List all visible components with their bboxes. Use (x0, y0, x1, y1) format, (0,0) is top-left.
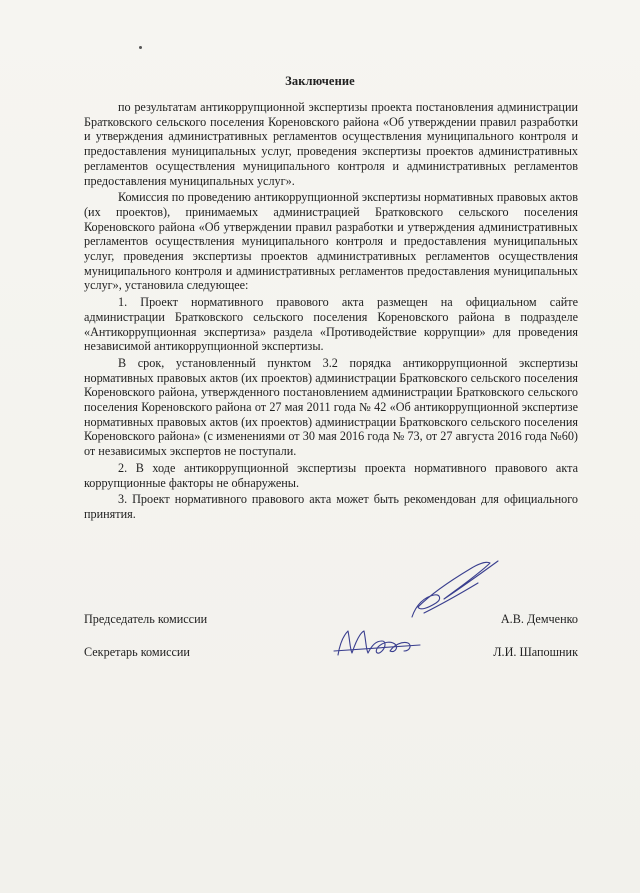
chairman-role: Председатель комиссии (84, 612, 208, 626)
paragraph-item-2: 2. В ходе антикоррупционной экспертизы проекта нормативного правового акта коррупционные факторы не обнаружены. (84, 460, 578, 490)
paragraph-commission: Комиссия по проведению антикоррупционной экспертизы нормативных правовых актов (их проектов), принимаемых администрацией Братковского сельского поселения Кореновского района «Об утверждении правил разработки и утверждения административных регламентов осуществления муниципального контроля и предоставления муниципальных услуг, проведения экспертизы проектов административных регламентов осуществления муниципального контроля и административных регламентов предоставления муниципальных услуг», установила следующее: (84, 190, 578, 293)
document-body (84, 100, 578, 524)
paragraph-item-1: 1. Проект нормативного правового акта размещен на официальном сайте администрации Братковского сельского поселения Кореновского района в подразделе «Антикоррупционная экспертиза» раздела «Противодействие коррупции» для проведения независимой антикоррупционной экспертизы. (84, 295, 578, 354)
chairman-name: А.В. Демченко (500, 612, 578, 626)
handwritten-signatures (320, 555, 520, 675)
paragraph-deadline: В срок, установленный пунктом 3.2 порядка антикоррупционной экспертизы нормативных правовых актов (их проектов) администрации Братковского сельского поселения Кореновского района, утвержденного постановлением администрации Братковского сельского поселения Кореновского района от 27 мая 2011 года № 42 «Об антикоррупционной экспертизе нормативных правовых актов (их проектов) администрации Братковского сельского поселения Кореновского района» (с изменениями от 30 мая 2016 года № 73, от 27 августа 2016 года №60) от независимых экспертов не поступали. (84, 355, 578, 459)
secretary-name: Л.И. Шапошник (493, 645, 578, 659)
scan-speck (139, 46, 142, 49)
secretary-role: Секретарь комиссии (84, 645, 190, 659)
paragraph-item-3: 3. Проект нормативного правового акта может быть рекомендован для официального принятия. (84, 492, 578, 521)
document-title: Заключение (285, 74, 355, 88)
paragraph-intro: по результатам антикоррупционной экспертизы проекта постановления администрации Братковского сельского поселения Кореновского района «Об утверждении правил разработки и утверждения административных регламентов осуществления муниципального контроля и предоставления муниципальных услуг, проведения экспертизы проектов административных регламентов осуществления муниципального контроля и административных регламентов предоставления муниципальных услуг». (84, 100, 578, 188)
